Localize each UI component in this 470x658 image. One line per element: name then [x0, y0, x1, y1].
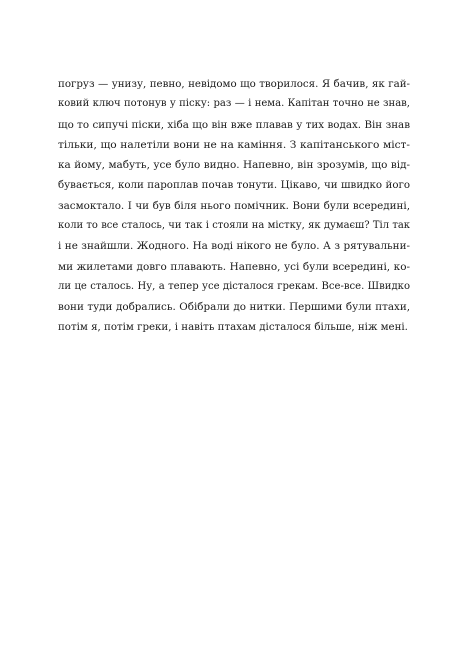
body-text [58, 74, 410, 338]
text-line: погруз — унизу, певно, невідомо що творилося. Я бачив, як гай- [58, 78, 410, 90]
text-line: потім я, потім греки, і навіть птахам дісталося більше, ніж мені. [58, 321, 408, 333]
text-line: ми жилетами довго плавають. Напевно, усі були всередині, ко- [58, 260, 410, 273]
text-line: бувається, коли пароплав почав тонути. Цікаво, чи швидко його [58, 179, 410, 192]
text-line: вони туди добрались. Обібрали до нитки. Першими були птахи, [58, 301, 410, 314]
text-line: і не знайшли. Жодного. На воді нікого не було. А з рятувальни- [58, 240, 410, 253]
text-line: тільки, що налетіли вони не на каміння. З капітанського міст- [58, 137, 410, 151]
text-line: засмоктало. І чи був біля нього помічник. Вони були всередині, [58, 199, 410, 212]
text-line: ковий ключ потонув у піску: раз — і нема. Капітан точно не знав, [58, 98, 410, 110]
text-line: ка йому, мабуть, усе було видно. Напевно, він зрозумів, що від- [58, 159, 410, 172]
text-line: коли то все сталось, чи так і стояли на містку, як думаєш? Тіл так [58, 220, 410, 232]
text-line: ли це сталось. Ну, а тепер усе дісталося грекам. Все-все. Швидко [58, 280, 410, 292]
text-line: що то сипучі піски, хіба що він вже плавав у тих водах. Він знав [58, 118, 410, 131]
